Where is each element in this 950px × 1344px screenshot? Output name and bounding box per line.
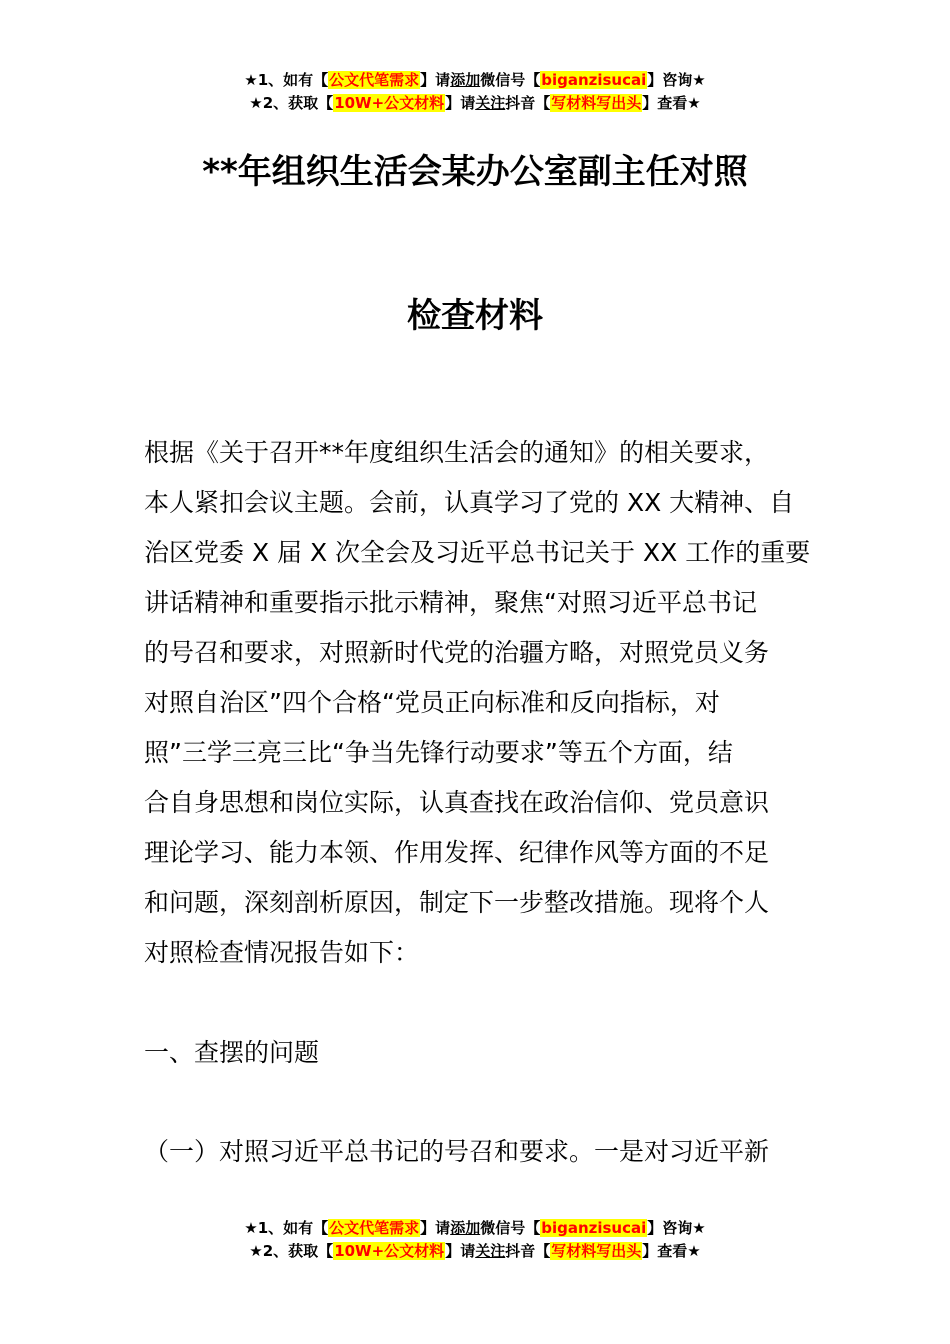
banner-line-1: [0, 1217, 950, 1240]
banner-highlight: biganzisucai: [541, 1219, 647, 1237]
banner-text: 】请: [420, 71, 451, 89]
banner-line-2: [0, 1240, 950, 1263]
banner-text: 抖音【: [505, 94, 551, 112]
document-title-line-1: **年组织生活会某办公室副主任对照: [202, 152, 748, 192]
banner-text: 】请: [445, 1242, 476, 1260]
banner-text: 】咨询★: [647, 1219, 706, 1237]
sub-heading: （一）对照习近平总书记的号召和要求。一是对习近平新: [144, 1137, 770, 1166]
top-banner: [0, 69, 950, 115]
banner-text: 抖音【: [505, 1242, 551, 1260]
paragraph-line: 合自身思想和岗位实际，认真查找在政治信仰、党员意识: [144, 788, 770, 817]
banner-text: ★2、获取【: [249, 1242, 334, 1260]
paragraph-line: 治区党委 X 届 X 次全会及习近平总书记关于 XX 工作的重要: [144, 538, 811, 567]
banner-underlined: 关注: [475, 94, 506, 112]
paragraph-line: 照”三学三亮三比“争当先锋行动要求”等五个方面，结: [144, 738, 733, 767]
paragraph-line: 本人紧扣会议主题。会前，认真学习了党的 XX 大精神、自: [144, 488, 795, 517]
banner-underlined: 添加: [450, 71, 481, 89]
banner-text: 】请: [445, 94, 476, 112]
banner-highlight: 公文代笔需求: [329, 71, 420, 89]
banner-highlight: 写材料写出头: [551, 94, 642, 112]
intro-paragraph: [144, 428, 811, 978]
banner-underlined: 添加: [450, 1219, 481, 1237]
banner-text: ★2、获取【: [249, 94, 334, 112]
banner-line-2: [0, 92, 950, 115]
banner-text: 】查看★: [642, 1242, 701, 1260]
banner-highlight: 公文代笔需求: [329, 1219, 420, 1237]
banner-highlight: biganzisucai: [541, 71, 647, 89]
banner-highlight: 写材料写出头: [551, 1242, 642, 1260]
banner-text: 】咨询★: [647, 71, 706, 89]
banner-text: 微信号【: [480, 71, 541, 89]
banner-highlight: 10W+公文材料: [334, 94, 445, 112]
banner-highlight: 10W+公文材料: [334, 1242, 445, 1260]
bottom-banner: [0, 1217, 950, 1263]
paragraph-line: 对照检查情况报告如下：: [144, 938, 420, 967]
paragraph-line: 理论学习、能力本领、作用发挥、纪律作风等方面的不足: [144, 838, 770, 867]
banner-text: 】查看★: [642, 94, 701, 112]
paragraph-line: 根据《关于召开**年度组织生活会的通知》的相关要求，: [144, 438, 770, 467]
banner-text: 微信号【: [480, 1219, 541, 1237]
banner-line-1: [0, 69, 950, 92]
banner-text: ★1、如有【: [244, 1219, 329, 1237]
paragraph-line: 和问题，深刻剖析原因，制定下一步整改措施。现将个人: [144, 888, 770, 917]
paragraph-line: 的号召和要求，对照新时代党的治疆方略，对照党员义务: [144, 638, 770, 667]
document-title-line-2: 检查材料: [407, 296, 543, 336]
banner-text: 】请: [420, 1219, 451, 1237]
banner-underlined: 关注: [475, 1242, 506, 1260]
paragraph-line: 讲话精神和重要指示批示精神，聚焦“对照习近平总书记: [144, 588, 757, 617]
banner-text: ★1、如有【: [244, 71, 329, 89]
section-heading: 一、查摆的问题: [144, 1038, 320, 1067]
paragraph-line: 对照自治区”四个合格“党员正向标准和反向指标，对: [144, 688, 720, 717]
